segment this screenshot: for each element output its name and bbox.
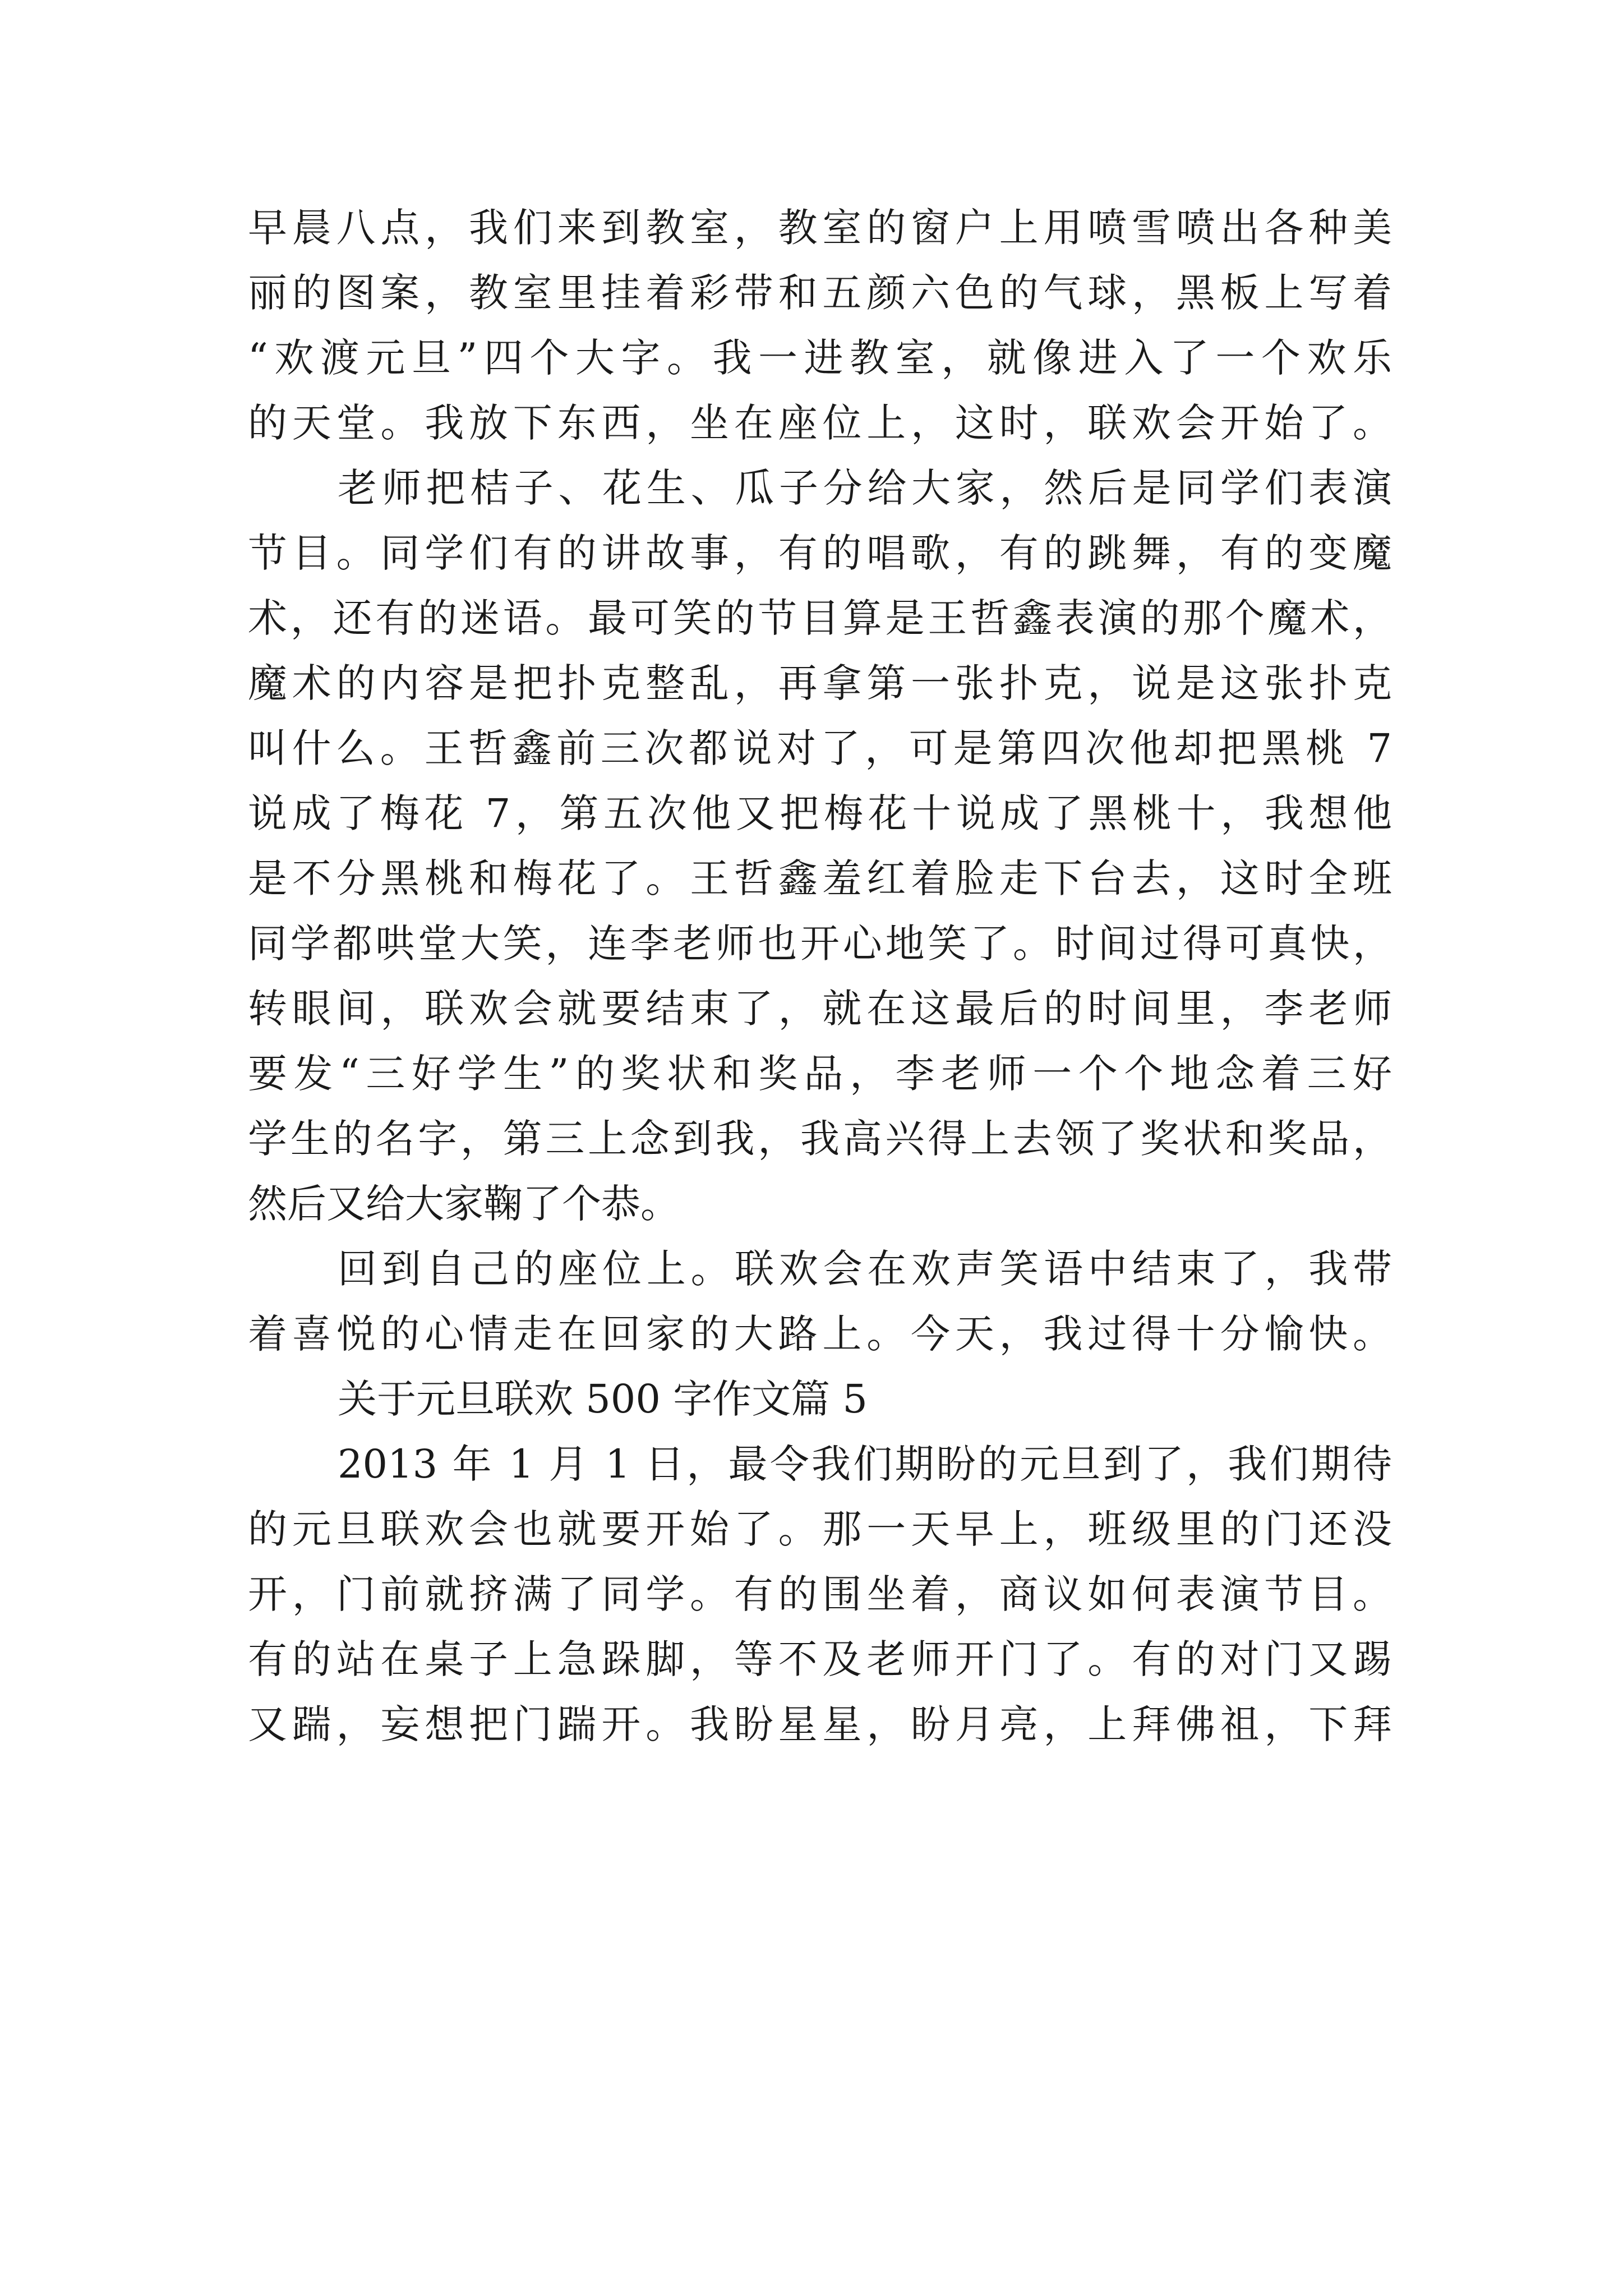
text-line: 有的站在桌子上急跺脚，等不及老师开门了。有的对门又踢 (248, 1636, 1392, 1682)
body-text (248, 195, 1392, 1757)
text-line: 叫什么。王哲鑫前三次都说对了，可是第四次他却把黑桃 7 (248, 725, 1392, 771)
text-line: 节目。同学们有的讲故事，有的唱歌，有的跳舞，有的变魔 (248, 530, 1392, 576)
text-line: 说成了梅花 7，第五次他又把梅花十说成了黑桃十，我想他 (248, 790, 1392, 836)
text-line: 转眼间，联欢会就要结束了，就在这最后的时间里，李老师 (248, 986, 1392, 1032)
text-line: 是不分黑桃和梅花了。王哲鑫羞红着脸走下台去，这时全班 (248, 855, 1392, 901)
text-line: 开，门前就挤满了同学。有的围坐着，商议如何表演节目。 (248, 1571, 1392, 1617)
text-line: “欢渡元旦”四个大字。我一进教室，就像进入了一个欢乐 (248, 335, 1392, 381)
text-line: 早晨八点，我们来到教室，教室的窗户上用喷雪喷出各种美 (248, 205, 1392, 251)
text-line: 同学都哄堂大笑，连李老师也开心地笑了。时间过得可真快， (248, 921, 1392, 967)
text-line: 2013 年 1 月 1 日，最令我们期盼的元旦到了，我们期待 (338, 1441, 1392, 1487)
section-heading: 关于元旦联欢 500 字作文篇 5 (338, 1376, 868, 1422)
text-line: 的天堂。我放下东西，坐在座位上，这时，联欢会开始了。 (248, 400, 1392, 446)
text-line: 老师把桔子、花生、瓜子分给大家，然后是同学们表演 (338, 465, 1392, 511)
text-line: 魔术的内容是把扑克整乱，再拿第一张扑克，说是这张扑克 (248, 660, 1392, 706)
text-line: 术，还有的迷语。最可笑的节目算是王哲鑫表演的那个魔术， (248, 595, 1392, 641)
text-line: 要发“三好学生”的奖状和奖品，李老师一个个地念着三好 (248, 1051, 1392, 1097)
text-line: 又踹，妄想把门踹开。我盼星星，盼月亮，上拜佛祖，下拜 (248, 1701, 1392, 1747)
text-line: 丽的图案，教室里挂着彩带和五颜六色的气球，黑板上写着 (248, 270, 1392, 316)
text-line: 回到自己的座位上。联欢会在欢声笑语中结束了，我带 (338, 1246, 1392, 1292)
text-line: 的元旦联欢会也就要开始了。那一天早上，班级里的门还没 (248, 1506, 1392, 1552)
text-line: 着喜悦的心情走在回家的大路上。今天，我过得十分愉快。 (248, 1311, 1392, 1357)
text-line: 学生的名字，第三上念到我，我高兴得上去领了奖状和奖品， (248, 1116, 1392, 1162)
text-line: 然后又给大家鞠了个恭。 (248, 1181, 680, 1227)
